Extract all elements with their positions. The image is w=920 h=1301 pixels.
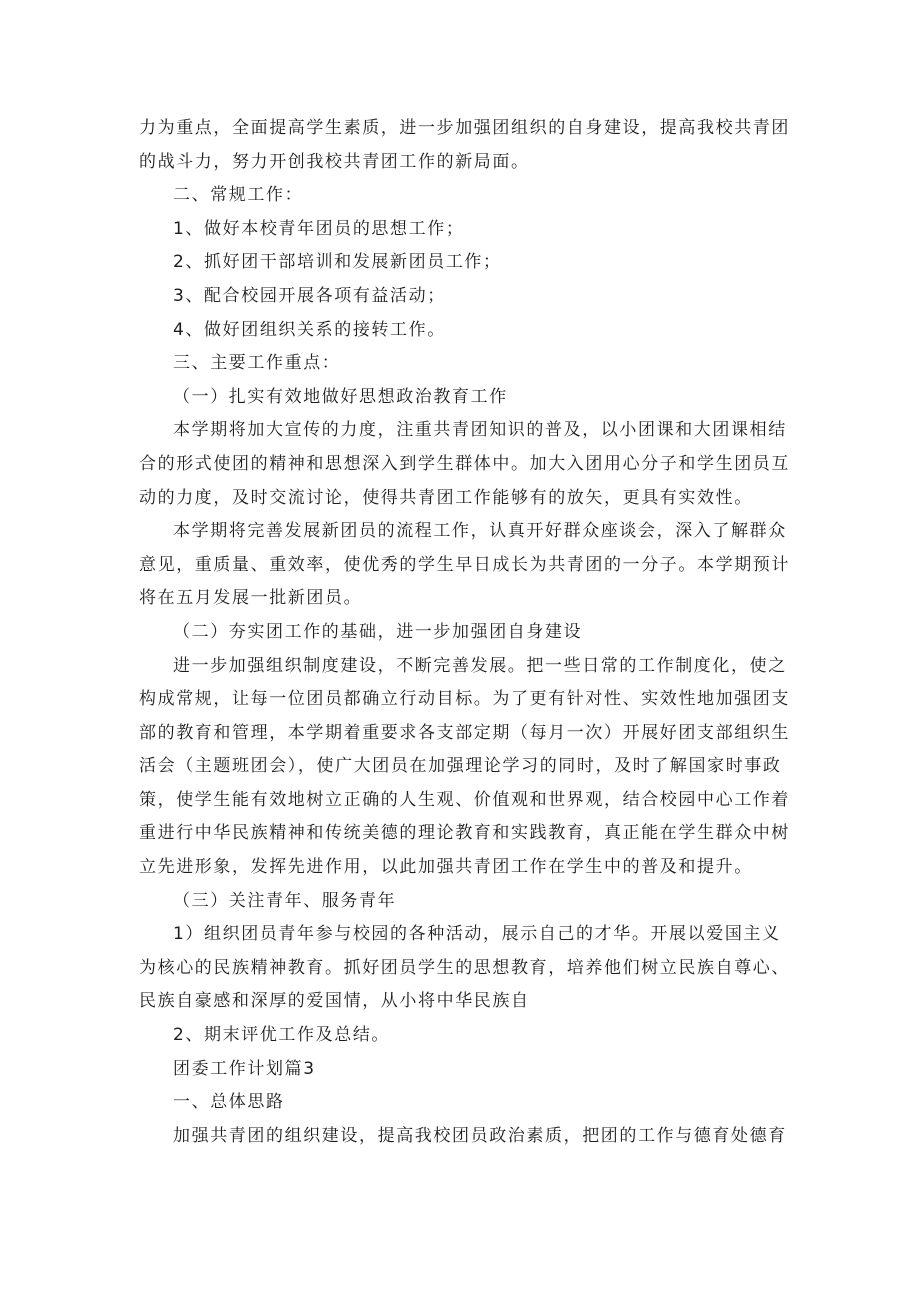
text-line: 1）组织团员青年参与校园的各种活动，展示自己的才华。开展以爱国主义	[173, 924, 781, 945]
text-line: 将在五月发展一批新团员。	[139, 588, 363, 609]
document-body	[139, 112, 789, 1153]
list-item: 3、配合校园开展各项有益活动；	[173, 285, 446, 306]
section-heading: 一、总体思路	[173, 1092, 285, 1113]
section-heading: 二、常规工作：	[173, 185, 304, 206]
text-line: 为核心的民族精神教育。抓好团员学生的思想教育，培养他们树立民族自尊心、	[139, 957, 790, 978]
subsection-heading: （二）夯实团工作的基础，进一步加强团自身建设	[173, 621, 583, 642]
list-item: 4、做好团组织关系的接转工作。	[173, 319, 446, 340]
text-line: 动的力度，及时交流讨论，使得共青团工作能够有的放矢，更具有实效性。	[139, 487, 753, 508]
text-line: 活会（主题班团会），使广大团员在加强理论学习的同时，及时了解国家时事政	[139, 756, 782, 777]
section-heading: 三、主要工作重点：	[173, 353, 341, 374]
list-item: 2、抓好团干部培训和发展新团员工作；	[173, 252, 502, 273]
text-line: 意见，重质量、重效率，使优秀的学生早日成长为共青团的一分子。本学期预计	[139, 554, 790, 575]
document-title: 团委工作计划篇3	[173, 1058, 316, 1079]
subsection-heading: （一）扎实有效地做好思想政治教育工作	[173, 386, 508, 407]
text-line: 的战斗力，努力开创我校共青团工作的新局面。	[139, 151, 530, 172]
text-line: 加强共青团的组织建设，提高我校团员政治素质，把团的工作与德育处德育	[173, 1125, 787, 1146]
text-line: 民族自豪感和深厚的爱国情，从小将中华民族自	[139, 991, 530, 1012]
list-item: 1、做好本校青年团员的思想工作；	[173, 218, 465, 239]
text-line: 合的形式使团的精神和思想深入到学生群体中。加大入团用心分子和学生团员互	[139, 453, 790, 474]
text-line: 构成常规，让每一位团员都确立行动目标。为了更有针对性、实效性地加强团支	[139, 689, 790, 710]
text-line: 进一步加强组织制度建设，不断完善发展。把一些日常的工作制度化，使之	[173, 655, 787, 676]
text-line: 策，使学生能有效地树立正确的人生观、价值观和世界观，结合校园中心工作着	[139, 789, 790, 810]
text-line: 重进行中华民族精神和传统美德的理论教育和实践教育，真正能在学生群众中树	[139, 823, 790, 844]
text-line: 本学期将完善发展新团员的流程工作，认真开好群众座谈会，深入了解群众	[173, 521, 787, 542]
text-line: 力为重点，全面提高学生素质，进一步加强团组织的自身建设，提高我校共青团	[139, 118, 790, 138]
subsection-heading: （三）关注青年、服务青年	[173, 890, 397, 911]
list-item: 2、期末评优工作及总结。	[173, 1025, 391, 1046]
text-line: 立先进形象，发挥先进作用，以此加强共青团工作在学生中的普及和提升。	[139, 857, 753, 878]
text-line: 本学期将加大宣传的力度，注重共青团知识的普及，以小团课和大团课相结	[173, 420, 787, 441]
text-line: 部的教育和管理，本学期着重要求各支部定期（每月一次）开展好团支部组织生	[139, 722, 790, 743]
